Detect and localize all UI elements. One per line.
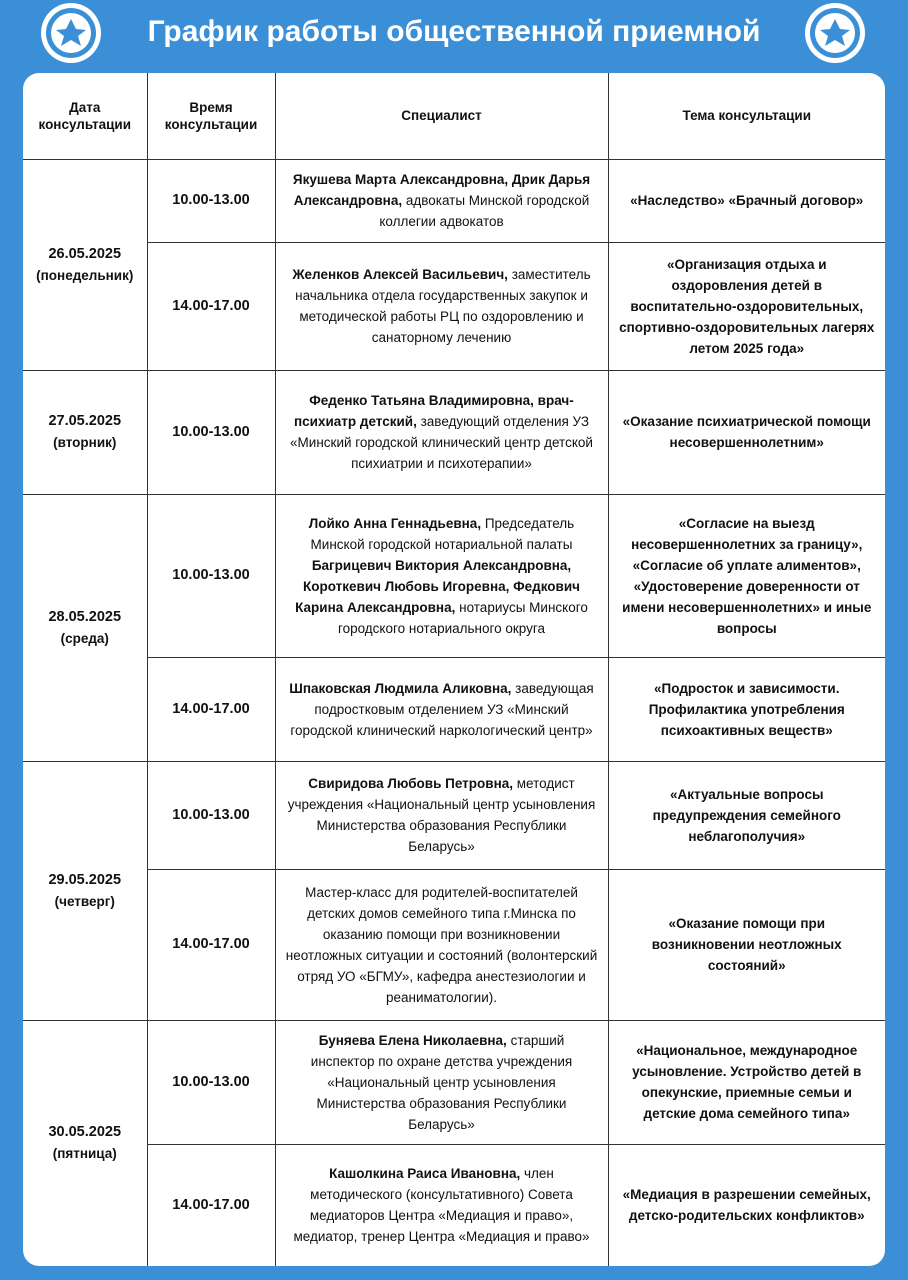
schedule-sheet <box>23 73 885 1266</box>
schedule-table <box>23 73 885 1266</box>
table-header-row <box>23 73 885 159</box>
date-value: 26.05.2025 <box>48 245 122 262</box>
specialist-role: Мастер-класс для родителей-воспитателей детских домов семейного типа г.Минска по оказанию помощи при возникновении неотложных ситуации и состояний (волонтерский отряд УО «БГМУ», кафедра анестезиологии и реаниматологии). <box>285 884 598 1005</box>
table-row <box>23 1144 885 1266</box>
topic-cell: «Оказание психиатрической помощи несовершеннолетним» <box>608 370 885 494</box>
date-value: 27.05.2025 <box>48 413 122 429</box>
topic-cell: «Оказание помощи при возникновении неотложных состояний» <box>608 869 885 1020</box>
specialist-name: Желенков Алексей Васильевич, <box>292 267 508 282</box>
date-value: 30.05.2025 <box>48 1124 122 1140</box>
topic-cell: «Согласие на выезд несовершеннолетних за границу», «Согласие об уплате алиментов», «Удостоверение доверенности от имени несовершеннолетних» и иные вопросы <box>608 494 885 657</box>
specialist-name: Шпаковская Людмила Аликовна, <box>289 680 512 696</box>
specialist-cell <box>275 657 608 761</box>
specialist-cell <box>275 869 608 1020</box>
specialist-name: Свиридова Любовь Петровна, <box>308 776 513 791</box>
topic-cell: «Подросток и зависимости. Профилактика употребления психоактивных веществ» <box>608 657 885 761</box>
time-cell: 14.00-17.00 <box>147 1144 275 1266</box>
header-date: Дата консультации <box>23 73 147 159</box>
time-cell: 10.00-13.00 <box>147 159 275 242</box>
specialist-role: адвокаты Минской городской коллегии адвокатов <box>379 193 590 229</box>
specialist-role: заведующий отделения УЗ «Минский городской клинический центр детской психиатрии и психотерапии» <box>290 414 593 471</box>
specialist-role: член методического (консультативного) Совета медиаторов Центра «Медиация и право», медиатор, тренер Центра «Медиация и право» <box>293 1166 590 1245</box>
org-emblem-icon <box>804 2 866 64</box>
table-row <box>23 869 885 1020</box>
specialist-name: Багрицевич Виктория Александровна, Короткевич Любовь Игоревна, Федкович Карина Александровна, <box>295 557 580 615</box>
specialist-name: Буняева Елена Николаевна, <box>318 1032 507 1048</box>
date-cell <box>23 370 147 494</box>
specialist-name: Кашолкина Раиса Ивановна, <box>329 1166 521 1182</box>
specialist-role: заместитель начальника отдела государственных закупок и методической работы РЦ по оздоровлению и санаторному лечению <box>295 267 591 345</box>
date-cell <box>23 761 147 1020</box>
topic-cell: «Организация отдыха и оздоровления детей в воспитательно-оздоровительных, спортивно-оздоровительных лагерях летом 2025 года» <box>608 242 885 370</box>
time-cell: 10.00-13.00 <box>147 1020 275 1144</box>
table-row <box>23 1020 885 1144</box>
date-cell <box>23 1020 147 1266</box>
date-cell <box>23 494 147 761</box>
page-title: График работы общественной приемной <box>147 15 761 48</box>
specialist-cell <box>275 370 608 494</box>
topic-cell: «Медиация в разрешении семейных, детско-родительских конфликтов» <box>608 1144 885 1266</box>
specialist-cell <box>275 1020 608 1144</box>
table-row <box>23 242 885 370</box>
specialist-name: Лойко Анна Геннадьевна, <box>308 515 482 531</box>
header <box>0 0 908 66</box>
time-cell: 10.00-13.00 <box>147 761 275 869</box>
specialist-cell <box>275 242 608 370</box>
date-cell <box>23 159 147 370</box>
date-value: 29.05.2025 <box>48 871 122 888</box>
specialist-role: старший инспектор по охране детства учреждения «Национальный центр усыновления Министерства образования Республики Беларусь» <box>310 1032 573 1132</box>
time-cell: 10.00-13.00 <box>147 494 275 657</box>
specialist-name: Феденко Татьяна Владимировна, врач-психиатр детский, <box>294 393 574 429</box>
time-cell: 10.00-13.00 <box>147 370 275 494</box>
table-row <box>23 657 885 761</box>
table-row <box>23 761 885 869</box>
specialist-cell <box>275 761 608 869</box>
date-value: 28.05.2025 <box>48 608 122 625</box>
topic-cell: «Актуальные вопросы предупреждения семейного неблагополучия» <box>608 761 885 869</box>
specialist-cell <box>275 1144 608 1266</box>
specialist-role: методист учреждения «Национальный центр усыновления Министерства образования Республики Беларусь» <box>287 776 596 854</box>
specialist-role: Председатель Минской городской нотариальной палаты <box>310 515 575 552</box>
table-row <box>23 494 885 657</box>
header-time: Время консультации <box>147 73 275 159</box>
topic-cell: «Наследство» «Брачный договор» <box>608 159 885 242</box>
specialist-cell <box>275 159 608 242</box>
specialist-role: заведующая подростковым отделением УЗ «Минский городской клинический наркологический центр» <box>290 680 594 738</box>
topic-cell: «Национальное, международное усыновление. Устройство детей в опекунские, приемные семьи и детские дома семейного типа» <box>608 1020 885 1144</box>
time-cell: 14.00-17.00 <box>147 657 275 761</box>
specialist-cell <box>275 494 608 657</box>
table-row <box>23 159 885 242</box>
header-topic: Тема консультации <box>608 73 885 159</box>
time-cell: 14.00-17.00 <box>147 869 275 1020</box>
weekday-value: (вторник) <box>53 435 117 450</box>
weekday-value: (четверг) <box>54 893 115 909</box>
table-row <box>23 370 885 494</box>
header-specialist: Специалист <box>275 73 608 159</box>
weekday-value: (понедельник) <box>36 267 134 283</box>
weekday-value: (пятница) <box>52 1146 117 1161</box>
time-cell: 14.00-17.00 <box>147 242 275 370</box>
weekday-value: (среда) <box>60 630 109 646</box>
specialist-role: нотариусы Минского городского нотариального округа <box>337 599 588 636</box>
specialist-name: Якушева Марта Александровна, Дрик Дарья Александровна, <box>292 172 591 208</box>
